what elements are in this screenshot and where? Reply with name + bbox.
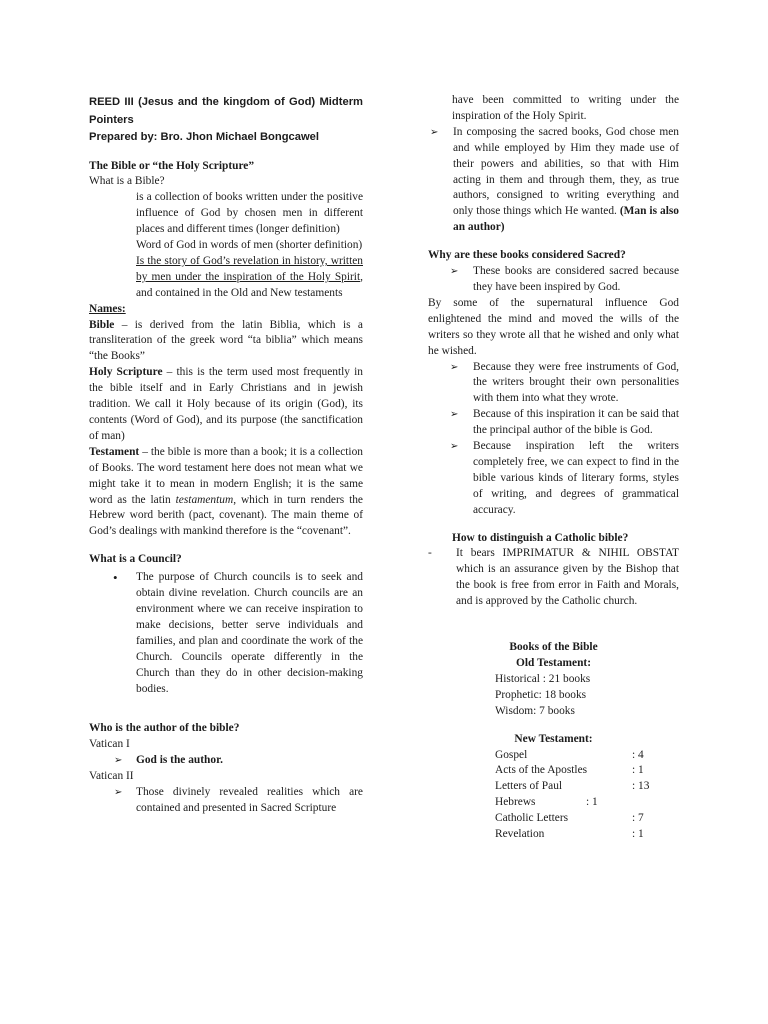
testament-latin-word: testamentum — [175, 493, 234, 506]
table-row — [495, 748, 679, 764]
arrow-bullet-icon: ➢ — [114, 787, 123, 799]
prepared-by: Prepared by: Bro. Jhon Michael Bongcawel — [89, 131, 320, 143]
holy-scripture-paragraph — [89, 365, 363, 445]
list-item: Prophetic: 18 books — [495, 688, 587, 701]
continued-text — [428, 93, 679, 125]
arrow-bullet-icon: ➢ — [450, 266, 459, 278]
holy-scripture-description: – this is the term used most frequently in the bible itself and in Early Christians and in jewish tradition. We call it Holy because of its origin (God), its contents (Word of God), and its purpose (the sanctification of man) — [89, 366, 363, 442]
book-count: : 13 — [632, 780, 650, 793]
testament-description-cont: , which in turn renders the Hebrew word berith (pact, covenant). The main theme of God’s dealings with mankind therefore is the “covenant”. — [89, 493, 363, 538]
list-item — [428, 360, 679, 408]
new-testament-heading: New Testament: — [514, 732, 593, 745]
sacred-reason-1: These books are considered sacred because they have been inspired by God. — [473, 265, 679, 293]
vatican-ii-label: Vatican II — [89, 770, 134, 783]
book-count: : 1 — [632, 827, 644, 840]
book-group-label: Hebrews — [495, 796, 536, 809]
book-group-label: Revelation — [495, 827, 545, 840]
books-heading: Books of the Bible — [509, 641, 598, 654]
right-column — [428, 93, 679, 843]
bullet-icon: • — [113, 570, 118, 586]
list-item — [428, 546, 679, 610]
list-item: Historical : 21 books — [495, 672, 591, 685]
names-heading: Names: — [89, 302, 126, 315]
sacred-reason-2: Because they were free instruments of God, the writers brought their own personalities with them into what they wrote. — [473, 360, 679, 405]
book-group-label: Gospel — [495, 748, 528, 761]
table-row — [495, 811, 679, 827]
bible-definition-long: is a collection of books written under the positive influence of God by chosen men in different places and different times (longer definition) — [136, 191, 363, 236]
bible-heading: The Bible or “the Holy Scripture” — [89, 159, 255, 172]
arrow-bullet-icon: ➢ — [450, 441, 459, 453]
what-is-bible-question: What is a Bible? — [89, 175, 165, 188]
arrow-bullet-icon: ➢ — [114, 755, 123, 767]
vatican-i-label: Vatican I — [89, 738, 130, 751]
holy-scripture-term: Holy Scripture — [89, 366, 163, 379]
list-item — [428, 125, 679, 236]
book-group-label: Acts of the Apostles — [495, 764, 588, 777]
council-heading: What is a Council? — [89, 553, 182, 566]
dash-bullet: - — [428, 547, 432, 560]
list-item — [428, 264, 679, 296]
testament-description: – the bible is more than a book; it is a collection of Books. The word testament here does not mean what we might take it to mean in modern English; it is the same word as the latin — [89, 445, 363, 506]
composing-text: In composing the sacred books, God chose men and while employed by Him they made use of their powers and abilities, so that with Him acting in them and through them, they, as true authors, consigned to writing everything and only those things which He wanted. — [453, 125, 679, 218]
bible-term: Bible — [89, 318, 115, 331]
old-testament-list — [495, 672, 679, 720]
table-row — [495, 795, 679, 811]
god-author-statement: God is the author. — [136, 754, 223, 767]
sacred-reason-3: Because of this inspiration it can be said that the principal author of the bible is God. — [473, 408, 679, 437]
table-row — [495, 779, 679, 795]
list-item — [89, 570, 363, 697]
arrow-bullet-icon: ➢ — [450, 361, 459, 373]
book-count: : 7 — [632, 812, 644, 825]
catholic-bible-description: It bears IMPRIMATUR & NIHIL OBSTAT which is an assurance given by the Bishop that the book is free from error in Faith and Morals, and is approved by the Catholic church. — [456, 547, 679, 608]
bible-definition-short: Word of God in words of men (shorter definition) — [136, 239, 363, 252]
list-item — [89, 238, 363, 254]
man-author-note: (Man is also an author) — [453, 205, 679, 234]
sacred-reason-4: Because inspiration left the writers completely free, we can expect to find in the bible various kinds of literary forms, styles of writing, and degrees of grammatical accuracy. — [473, 440, 679, 516]
author-heading: Who is the author of the bible? — [89, 722, 240, 735]
list-item — [89, 753, 363, 769]
list-item — [89, 254, 363, 302]
bible-definition-rest: , and contained in the Old and New testaments — [136, 270, 363, 299]
testament-paragraph — [89, 445, 363, 540]
list-item — [89, 190, 363, 238]
bible-name-paragraph — [89, 318, 363, 366]
book-group-label: Letters of Paul — [495, 780, 563, 793]
left-column — [89, 94, 363, 817]
table-row — [495, 763, 679, 779]
table-row — [495, 827, 679, 843]
vatican-ii-description: Those divinely revealed realities which are contained and presented in Sacred Scripture — [136, 786, 363, 814]
book-count: : 4 — [632, 748, 644, 761]
book-count: : 1 — [632, 764, 644, 777]
list-item — [428, 439, 679, 519]
list-item — [89, 785, 363, 817]
old-testament-heading: Old Testament: — [516, 657, 591, 669]
bible-term-description: – is derived from the latin Biblia, which is a transliteration of the greek word “ta biblia” which means “the Books” — [89, 318, 363, 363]
arrow-bullet-icon: ➢ — [450, 409, 459, 421]
document-title: REED III (Jesus and the kingdom of God) Midterm Pointers — [89, 96, 363, 126]
arrow-bullet-icon: ➢ — [430, 126, 439, 138]
inspiration-paragraph: By some of the supernatural influence God enlightened the mind and moved the wills of the writers so they wrote all that he wished and only what he wished. — [428, 296, 679, 357]
list-item: Wisdom: 7 books — [495, 704, 575, 717]
book-count: : 1 — [586, 796, 598, 809]
sacred-heading: Why are these books considered Sacred? — [428, 249, 626, 262]
continued-sentence: have been committed to writing under the inspiration of the Holy Spirit. — [452, 94, 679, 122]
list-item — [428, 407, 679, 439]
catholic-bible-heading: How to distinguish a Catholic bible? — [452, 531, 629, 544]
testament-term: Testament — [89, 445, 140, 458]
new-testament-table — [495, 748, 679, 843]
book-group-label: Catholic Letters — [495, 812, 569, 825]
council-description: The purpose of Church councils is to seek and obtain divine revelation. Church councils are an environment where we can receive inspiration to make decisions, better serve individuals and families, and plan and coordinate the work of the Church. Councils operate differently in the Church than they do in other decision-making bodies. — [136, 571, 363, 695]
bible-definition-underlined: Is the story of God’s revelation in history, written by men under the inspiration of the Holy Spirit — [136, 254, 363, 283]
